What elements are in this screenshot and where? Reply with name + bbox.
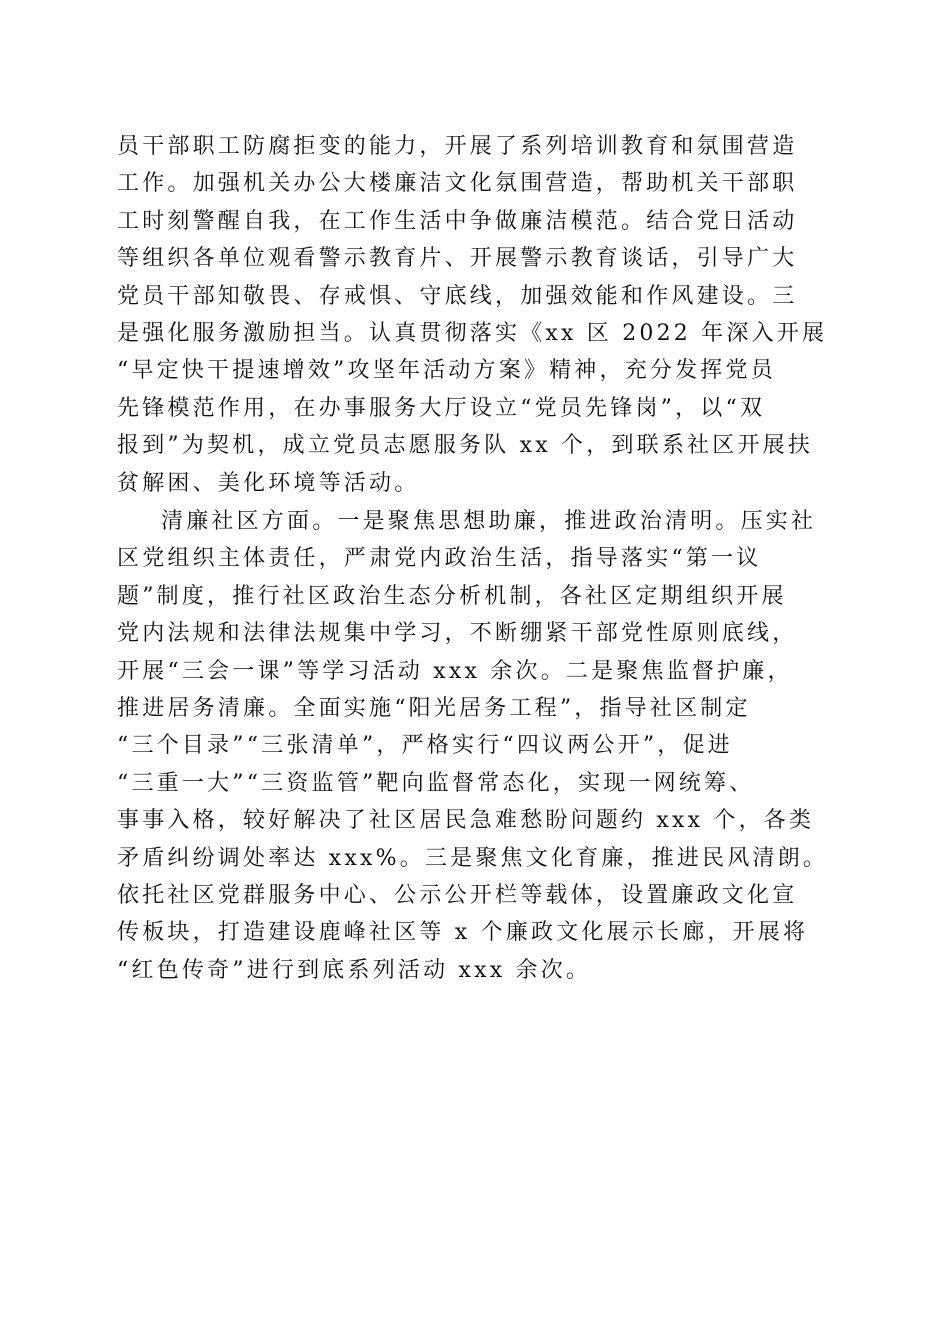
- paragraph-2-line: 矛盾纠纷调处率达 xxx%。三是聚焦文化育廉，推进民风清朗。: [117, 845, 829, 871]
- paragraph-1-line: 工时刻警醒自我，在工作生活中争做廉洁模范。结合党日活动: [117, 208, 798, 234]
- paragraph-1-line: 工作。加强机关办公大楼廉洁文化氛围营造，帮助机关干部职: [117, 171, 798, 197]
- paragraph-2-line: 党内法规和法律法规集中学习，不断绷紧干部党性原则底线，: [117, 621, 798, 647]
- paragraph-1: [117, 128, 837, 502]
- paragraph-1-line: 报到”为契机，成立党员志愿服务队 xx 个，到联系社区开展扶: [117, 433, 814, 459]
- paragraph-2-line: 事事入格，较好解决了社区居民急难愁盼问题约 xxx 个，各类: [117, 808, 815, 834]
- paragraph-2-line: 推进居务清廉。全面实施“阳光居务工程”，指导社区制定: [117, 695, 751, 721]
- paragraph-2-line: 区党组织主体责任，严肃党内政治生活，指导落实“第一议: [117, 546, 762, 572]
- paragraph-1-line: 贫解困、美化环境等活动。: [117, 470, 420, 496]
- paragraph-1-line: “早定快干提速增效”攻坚年活动方案》精神，充分发挥党员: [117, 358, 776, 384]
- paragraph-1-line: 先锋模范作用，在办事服务大厅设立“党员先锋岗”，以“双: [117, 395, 766, 421]
- paragraph-1-line: 党员干部知敬畏、存戒惧、守底线，加强效能和作风建设。三: [117, 283, 798, 309]
- paragraph-2-line: 依托社区党群服务中心、公示公开栏等载体，设置廉政文化宣: [117, 882, 798, 908]
- paragraph-2-line: 传板块，打造建设鹿峰社区等 x 个廉政文化展示长廊，开展将: [117, 920, 809, 946]
- paragraph-2-line: “三重一大”“三资监管”靶向监督常态化，实现一网统筹、: [117, 770, 755, 796]
- paragraph-2-line: 题”制度，推行社区政治生态分析机制，各社区定期组织开展: [117, 583, 787, 609]
- paragraph-1-line: 是强化服务激励担当。认真贯彻落实《xx 区 2022 年深入开展: [117, 320, 828, 346]
- paragraph-2-line: 清廉社区方面。一是聚焦思想助廉，推进政治清明。压实社: [161, 509, 817, 534]
- paragraph-1-line: 员干部职工防腐拒变的能力，开展了系列培训教育和氛围营造: [117, 134, 798, 159]
- paragraph-1-line: 等组织各单位观看警示教育片、开展警示教育谈话，引导广大: [117, 246, 798, 272]
- paragraph-2-line: 开展“三会一课”等学习活动 xxx 余次。二是聚焦监督护廉，: [117, 658, 793, 684]
- paragraph-2-line: “红色传奇”进行到底系列活动 xxx 余次。: [117, 957, 592, 983]
- paragraph-2: [117, 503, 837, 989]
- paragraph-2-line: “三个目录”“三张清单”，严格实行“四议两公开”，促进: [117, 733, 733, 759]
